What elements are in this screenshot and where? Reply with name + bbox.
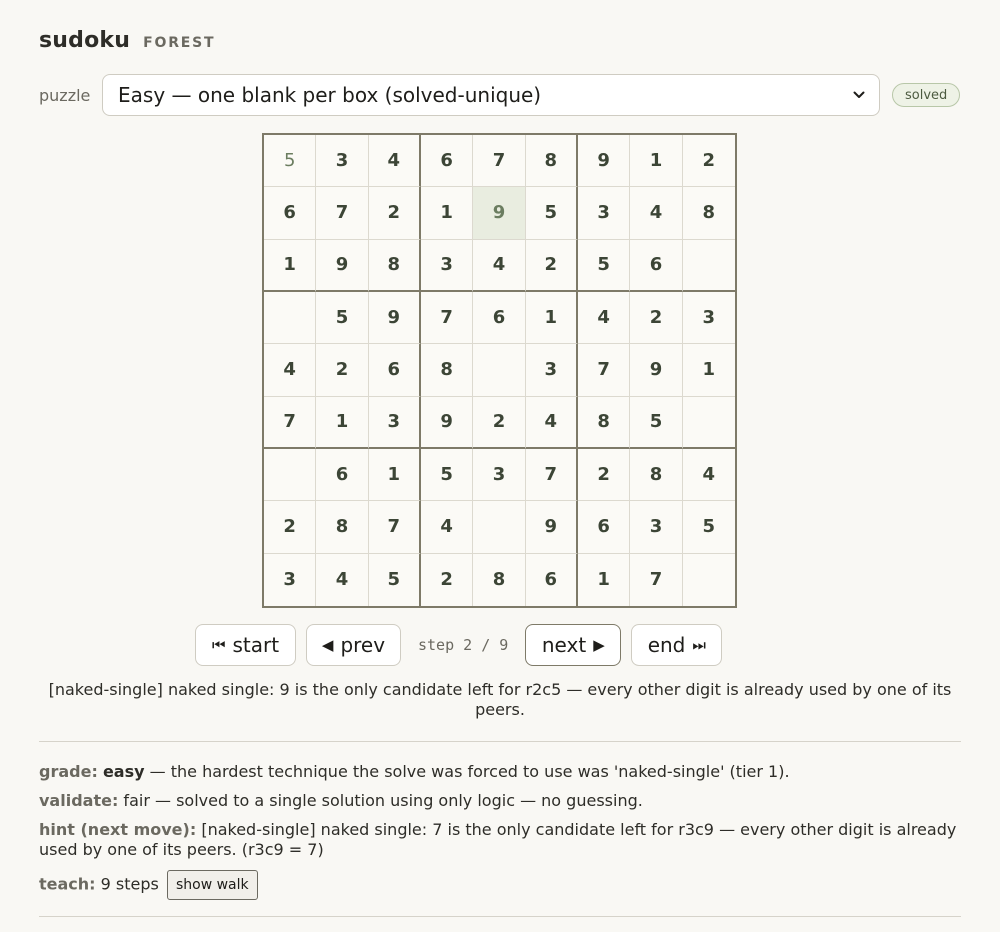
cell-r8c5[interactable] (473, 501, 525, 553)
grade-line (39, 762, 961, 782)
cell-r9c5[interactable]: 8 (473, 554, 525, 606)
hint-text: [naked-single] naked single: 7 is the only candidate left for r3c9 — every other digit is already used by one of its peers. (r3c9 = 7) (39, 820, 957, 859)
cell-r2c5[interactable]: 9 (473, 187, 525, 239)
cell-r7c7[interactable]: 2 (578, 449, 630, 501)
cell-r3c2[interactable]: 9 (316, 240, 368, 292)
cell-r5c6[interactable]: 3 (526, 344, 578, 396)
next-icon: ▶ (593, 636, 605, 654)
cell-r3c3[interactable]: 8 (369, 240, 421, 292)
cell-r7c6[interactable]: 7 (526, 449, 578, 501)
cell-r3c5[interactable]: 4 (473, 240, 525, 292)
cell-r2c8[interactable]: 4 (630, 187, 682, 239)
cell-r3c8[interactable]: 6 (630, 240, 682, 292)
prev-button[interactable] (306, 624, 401, 666)
puzzle-label: puzzle (39, 85, 91, 105)
cell-r4c2[interactable]: 5 (316, 292, 368, 344)
cell-r3c1[interactable]: 1 (264, 240, 316, 292)
cell-r1c4[interactable]: 6 (421, 135, 473, 187)
cell-r1c1[interactable]: 5 (264, 135, 316, 187)
chevron-down-icon (853, 89, 865, 101)
cell-r8c1[interactable]: 2 (264, 501, 316, 553)
grade-value: easy (102, 762, 145, 781)
skip-start-icon: ⏮ (211, 636, 226, 654)
status-badge: solved (892, 83, 960, 107)
cell-r1c9[interactable]: 2 (683, 135, 735, 187)
app-title: sudoku (39, 28, 131, 53)
cell-r5c1[interactable]: 4 (264, 344, 316, 396)
cell-r9c1[interactable]: 3 (264, 554, 316, 606)
next-button[interactable] (525, 624, 621, 666)
cell-r8c4[interactable]: 4 (421, 501, 473, 553)
cell-r9c6[interactable]: 6 (526, 554, 578, 606)
cell-r4c3[interactable]: 9 (369, 292, 421, 344)
cell-r2c1[interactable]: 6 (264, 187, 316, 239)
cell-r5c4[interactable]: 8 (421, 344, 473, 396)
cell-r1c8[interactable]: 1 (630, 135, 682, 187)
cell-r9c2[interactable]: 4 (316, 554, 368, 606)
validate-line (39, 791, 961, 811)
cell-r1c5[interactable]: 7 (473, 135, 525, 187)
cell-r7c3[interactable]: 1 (369, 449, 421, 501)
cell-r7c1[interactable] (264, 449, 316, 501)
puzzle-select[interactable] (102, 74, 880, 116)
validate-label: validate: (39, 791, 119, 810)
start-button-label: start (232, 633, 280, 657)
divider-bottom (39, 916, 961, 917)
cell-r6c1[interactable]: 7 (264, 397, 316, 449)
cell-r5c5[interactable] (473, 344, 525, 396)
cell-r9c7[interactable]: 1 (578, 554, 630, 606)
end-button-label: end (647, 633, 686, 657)
cell-r6c2[interactable]: 1 (316, 397, 368, 449)
cell-r4c7[interactable]: 4 (578, 292, 630, 344)
hint-label: hint (next move): (39, 820, 197, 839)
grade-text: — the hardest technique the solve was forced to use was 'naked-single' (tier 1). (144, 762, 790, 781)
cell-r7c8[interactable]: 8 (630, 449, 682, 501)
cell-r8c7[interactable]: 6 (578, 501, 630, 553)
cell-r1c2[interactable]: 3 (316, 135, 368, 187)
puzzle-row (39, 74, 961, 116)
header (39, 28, 215, 53)
cell-r6c6[interactable]: 4 (526, 397, 578, 449)
show-walk-button[interactable]: show walk (167, 870, 258, 900)
cell-r8c2[interactable]: 8 (316, 501, 368, 553)
cell-r4c6[interactable]: 1 (526, 292, 578, 344)
cell-r4c9[interactable]: 3 (683, 292, 735, 344)
cell-r9c9[interactable] (683, 554, 735, 606)
cell-r3c7[interactable]: 5 (578, 240, 630, 292)
divider-top (39, 741, 961, 742)
validate-text: fair — solved to a single solution using only logic — no guessing. (118, 791, 643, 810)
cell-r1c7[interactable]: 9 (578, 135, 630, 187)
cell-r6c4[interactable]: 9 (421, 397, 473, 449)
cell-r6c5[interactable]: 2 (473, 397, 525, 449)
cell-r5c9[interactable]: 1 (683, 344, 735, 396)
cell-r7c5[interactable]: 3 (473, 449, 525, 501)
cell-r8c3[interactable]: 7 (369, 501, 421, 553)
start-button[interactable] (195, 624, 296, 666)
cell-r4c5[interactable]: 6 (473, 292, 525, 344)
next-button-label: next (541, 633, 587, 657)
cell-r3c4[interactable]: 3 (421, 240, 473, 292)
step-counter: step 2 / 9 (418, 636, 509, 654)
cell-r3c9[interactable] (683, 240, 735, 292)
cell-r8c8[interactable]: 3 (630, 501, 682, 553)
cell-r2c2[interactable]: 7 (316, 187, 368, 239)
app-subtitle: FOREST (143, 35, 216, 51)
cell-r5c3[interactable]: 6 (369, 344, 421, 396)
cell-r7c4[interactable]: 5 (421, 449, 473, 501)
cell-r9c3[interactable]: 5 (369, 554, 421, 606)
cell-r6c7[interactable]: 8 (578, 397, 630, 449)
puzzle-select-value: Easy — one blank per box (solved-unique) (118, 83, 542, 107)
teach-line (39, 870, 961, 900)
sudoku-board (262, 133, 737, 608)
cell-r7c2[interactable]: 6 (316, 449, 368, 501)
skip-end-icon: ⏭ (692, 636, 706, 654)
cell-r4c8[interactable]: 2 (630, 292, 682, 344)
cell-r4c4[interactable]: 7 (421, 292, 473, 344)
hint-line (39, 820, 961, 860)
cell-r6c9[interactable] (683, 397, 735, 449)
cell-r8c9[interactable]: 5 (683, 501, 735, 553)
cell-r6c8[interactable]: 5 (630, 397, 682, 449)
step-navigation (195, 624, 722, 666)
prev-icon: ◀ (321, 636, 334, 654)
teach-label: teach: (39, 874, 96, 894)
cell-r5c2[interactable]: 2 (316, 344, 368, 396)
cell-r2c4[interactable]: 1 (421, 187, 473, 239)
cell-r1c3[interactable]: 4 (369, 135, 421, 187)
cell-r5c8[interactable]: 9 (630, 344, 682, 396)
cell-r4c1[interactable] (264, 292, 316, 344)
cell-r2c6[interactable]: 5 (526, 187, 578, 239)
grade-label: grade: (39, 762, 98, 781)
cell-r6c3[interactable]: 3 (369, 397, 421, 449)
cell-r2c7[interactable]: 3 (578, 187, 630, 239)
cell-r3c6[interactable]: 2 (526, 240, 578, 292)
prev-button-label: prev (340, 633, 386, 657)
cell-r8c6[interactable]: 9 (526, 501, 578, 553)
cell-r5c7[interactable]: 7 (578, 344, 630, 396)
step-explanation: [naked-single] naked single: 9 is the only candidate left for r2c5 — every other digit is already used by one of its peers. (48, 680, 952, 719)
cell-r9c8[interactable]: 7 (630, 554, 682, 606)
cell-r2c3[interactable]: 2 (369, 187, 421, 239)
teach-text: 9 steps (95, 874, 164, 894)
cell-r7c9[interactable]: 4 (683, 449, 735, 501)
cell-r9c4[interactable]: 2 (421, 554, 473, 606)
cell-r2c9[interactable]: 8 (683, 187, 735, 239)
cell-r1c6[interactable]: 8 (526, 135, 578, 187)
end-button[interactable] (631, 624, 722, 666)
